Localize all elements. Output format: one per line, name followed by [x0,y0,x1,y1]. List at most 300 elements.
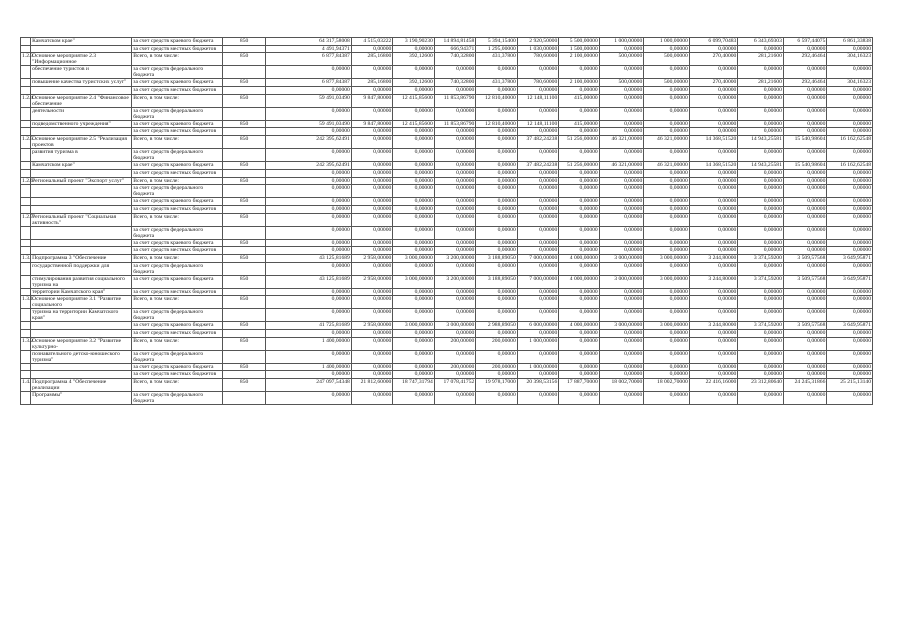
year-amount: 0,00000 [476,226,517,239]
year-amount: 16 162,62548 [827,162,873,170]
year-amount: 0,00000 [738,392,784,405]
measure-name [31,322,132,330]
year-amount: 0,00000 [827,363,873,371]
year-amount: 0,00000 [644,247,690,255]
year-amount: 0,00000 [434,330,475,338]
table-row [21,247,873,255]
year-amount: 0,00000 [351,162,392,170]
year-amount: 0,00000 [689,198,738,206]
table-row [21,371,873,379]
year-amount: 0,00000 [689,392,738,405]
year-amount: 0,00000 [827,198,873,206]
year-amount: 0,00000 [351,350,392,363]
year-amount: 0,00000 [559,87,599,95]
year-amount: 0,00000 [434,296,475,309]
year-amount: 0,00000 [476,371,517,379]
year-amount: 0,00000 [434,162,475,170]
year-amount: 0,00000 [351,247,392,255]
year-amount: 0,00000 [827,128,873,136]
year-amount: 0,00000 [827,177,873,185]
year-amount: 0,00000 [476,205,517,213]
gr-code: 850 [223,337,265,350]
year-amount: 3 000,00000 [644,254,690,262]
year-amount: 0,00000 [434,66,475,79]
row-index [21,371,31,379]
year-amount: 0,00000 [599,309,644,322]
year-amount: 0,00000 [351,45,392,53]
gr-code: 850 [223,254,265,262]
measure-name: развития туризма в [31,149,132,162]
measure-name: Региональный проект "Социальная активность" [31,213,132,226]
year-amount: 281,21600 [738,79,784,87]
year-amount: 392,12600 [393,53,434,66]
year-amount: 0,00000 [599,149,644,162]
year-amount: 0,00000 [559,177,599,185]
gr-code [223,288,265,296]
year-amount: 0,00000 [689,371,738,379]
funding-source: за счет средств федерального бюджета [132,185,223,198]
year-amount: 740,32800 [434,53,475,66]
year-amount: 51 256,00000 [559,162,599,170]
gr-code: 850 [223,239,265,247]
year-amount: 285,16800 [351,79,392,87]
year-amount: 0,00000 [738,247,784,255]
table-row [21,107,873,120]
year-amount: 6 597,44075 [783,38,827,46]
year-amount: 0,00000 [559,185,599,198]
year-amount: 0,00000 [393,169,434,177]
total-amount: 0,00000 [265,262,351,275]
year-amount: 22 416,16000 [689,379,738,392]
year-amount: 21 812,60000 [351,379,392,392]
funding-source: Всего, в том числе: [132,379,223,392]
year-amount: 500,00000 [644,79,690,87]
year-amount: 0,00000 [689,262,738,275]
year-amount: 0,00000 [689,94,738,107]
table-row [21,177,873,185]
year-amount: 0,00000 [393,363,434,371]
gr-code [223,169,265,177]
year-amount: 0,00000 [559,226,599,239]
measure-name: обеспечение туристов и [31,66,132,79]
year-amount: 12 148,11100 [517,120,558,128]
year-amount: 0,00000 [476,239,517,247]
gr-code [223,262,265,275]
gr-code: 850 [223,198,265,206]
year-amount: 0,00000 [434,262,475,275]
row-index [21,162,31,170]
year-amount: 0,00000 [644,45,690,53]
year-amount: 0,00000 [434,169,475,177]
funding-source: за счет средств краевого бюджета [132,162,223,170]
row-index: 1.4. [21,379,31,392]
total-amount: 242 395,62491 [265,136,351,149]
year-amount: 0,00000 [393,309,434,322]
year-amount: 0,00000 [559,205,599,213]
year-amount: 7 000,00000 [517,275,558,288]
year-amount: 0,00000 [783,247,827,255]
gr-code [223,350,265,363]
row-index: 1.2.5. [21,136,31,149]
year-amount: 0,00000 [559,198,599,206]
table-row [21,309,873,322]
table-row [21,379,873,392]
total-amount: 0,00000 [265,371,351,379]
row-index [21,309,31,322]
year-amount: 0,00000 [827,87,873,95]
total-amount: 0,00000 [265,247,351,255]
year-amount: 0,00000 [393,136,434,149]
row-index [21,45,31,53]
year-amount: 3 244,80000 [689,275,738,288]
row-index [21,185,31,198]
year-amount: 0,00000 [559,392,599,405]
table-row [21,239,873,247]
measure-name: Камчатском крае" [31,162,132,170]
year-amount: 0,00000 [559,371,599,379]
gr-code [223,392,265,405]
year-amount: 0,00000 [644,288,690,296]
year-amount: 0,00000 [517,107,558,120]
table-row [21,38,873,46]
table-row [21,128,873,136]
table-row [21,169,873,177]
year-amount: 3 190,90230 [393,38,434,46]
year-amount: 3 000,00000 [393,275,434,288]
year-amount: 0,00000 [827,330,873,338]
measure-name: повышение качества туристских услуг" [31,79,132,87]
year-amount: 3 188,89050 [476,254,517,262]
year-amount: 0,00000 [599,247,644,255]
gr-code: 850 [223,79,265,87]
year-amount: 0,00000 [783,296,827,309]
row-index: 1.2.7. [21,213,31,226]
year-amount: 0,00000 [434,247,475,255]
year-amount: 0,00000 [559,128,599,136]
year-amount: 0,00000 [738,128,784,136]
year-amount: 0,00000 [476,66,517,79]
year-amount: 0,00000 [434,107,475,120]
year-amount: 0,00000 [644,350,690,363]
funding-source: за счет средств местных бюджетов [132,128,223,136]
row-index [21,79,31,87]
year-amount: 0,00000 [644,371,690,379]
year-amount: 9 847,80000 [351,94,392,107]
year-amount: 0,00000 [599,392,644,405]
year-amount: 0,00000 [599,107,644,120]
year-amount: 3 649,95871 [827,275,873,288]
total-amount: 41 725,81689 [265,322,351,330]
row-index [21,226,31,239]
measure-name: познавательного детско-юношеского туризма" [31,350,132,363]
funding-source: за счет средств федерального бюджета [132,350,223,363]
year-amount: 0,00000 [738,107,784,120]
year-amount: 0,00000 [644,87,690,95]
year-amount: 17 887,70000 [559,379,599,392]
year-amount: 46 321,00000 [644,162,690,170]
total-amount: 0,00000 [265,205,351,213]
funding-source: за счет средств местных бюджетов [132,371,223,379]
year-amount: 0,00000 [689,169,738,177]
year-amount: 0,00000 [476,162,517,170]
year-amount: 780,60000 [517,53,558,66]
year-amount: 0,00000 [644,66,690,79]
year-amount: 0,00000 [599,87,644,95]
year-amount: 0,00000 [738,94,784,107]
funding-source: за счет средств краевого бюджета [132,322,223,330]
table-row [21,94,873,107]
table-row [21,45,873,53]
funding-source: за счет средств федерального бюджета [132,226,223,239]
total-amount: 0,00000 [265,185,351,198]
year-amount: 0,00000 [351,371,392,379]
year-amount: 304,16323 [827,53,873,66]
year-amount: 0,00000 [351,169,392,177]
total-amount: 6 877,84387 [265,53,351,66]
year-amount: 0,00000 [351,198,392,206]
year-amount: 0,00000 [783,239,827,247]
funding-source: Всего, в том числе: [132,337,223,350]
year-amount: 2 958,00000 [351,254,392,262]
measure-name: стимулирования развития социального туризма на [31,275,132,288]
total-amount: 0,00000 [265,128,351,136]
year-amount: 0,00000 [644,213,690,226]
year-amount: 0,00000 [644,392,690,405]
measure-name [31,330,132,338]
year-amount: 51 256,00000 [559,136,599,149]
year-amount: 0,00000 [517,169,558,177]
year-amount: 0,00000 [393,128,434,136]
year-amount: 200,00000 [434,337,475,350]
year-amount: 0,00000 [351,87,392,95]
row-index [21,38,31,46]
year-amount: 0,00000 [476,247,517,255]
year-amount: 46 321,00000 [599,162,644,170]
year-amount: 0,00000 [559,309,599,322]
year-amount: 0,00000 [827,107,873,120]
gr-code [223,247,265,255]
year-amount: 15 540,98604 [783,136,827,149]
year-amount: 0,00000 [351,213,392,226]
year-amount: 0,00000 [599,330,644,338]
total-amount: 0,00000 [265,213,351,226]
total-amount: 0,00000 [265,149,351,162]
funding-source: за счет средств федерального бюджета [132,262,223,275]
year-amount: 0,00000 [738,371,784,379]
year-amount: 0,00000 [517,239,558,247]
table-row [21,87,873,95]
year-amount: 0,00000 [517,350,558,363]
year-amount: 0,00000 [738,120,784,128]
year-amount: 46 321,00000 [644,136,690,149]
row-index [21,288,31,296]
measure-name [31,169,132,177]
year-amount: 4 515,03222 [351,38,392,46]
measure-name: территории Камчатского края" [31,288,132,296]
year-amount: 0,00000 [689,120,738,128]
year-amount: 0,00000 [517,205,558,213]
year-amount: 12 810,40000 [476,94,517,107]
year-amount: 1 000,00000 [517,337,558,350]
total-amount: 1 400,00000 [265,363,351,371]
year-amount: 0,00000 [827,247,873,255]
year-amount: 0,00000 [393,45,434,53]
year-amount: 0,00000 [393,87,434,95]
year-amount: 0,00000 [393,337,434,350]
year-amount: 0,00000 [351,337,392,350]
year-amount: 0,00000 [738,149,784,162]
year-amount: 4 000,00000 [559,275,599,288]
table-row [21,392,873,405]
gr-code [223,371,265,379]
funding-source: за счет средств местных бюджетов [132,330,223,338]
year-amount: 0,00000 [351,363,392,371]
year-amount: 0,00000 [434,226,475,239]
year-amount: 0,00000 [827,149,873,162]
year-amount: 0,00000 [783,66,827,79]
year-amount: 0,00000 [738,45,784,53]
year-amount: 0,00000 [599,226,644,239]
year-amount: 0,00000 [783,177,827,185]
table-row [21,149,873,162]
year-amount: 0,00000 [599,213,644,226]
total-amount: 6 877,84387 [265,79,351,87]
total-amount: 43 125,81689 [265,275,351,288]
year-amount: 0,00000 [738,296,784,309]
year-amount: 0,00000 [599,169,644,177]
year-amount: 3 509,57568 [783,275,827,288]
year-amount: 666,94371 [434,45,475,53]
year-amount: 0,00000 [644,198,690,206]
gr-code: 850 [223,136,265,149]
total-amount: 0,00000 [265,239,351,247]
year-amount: 0,00000 [738,288,784,296]
table-row [21,337,873,350]
table-row [21,275,873,288]
table-row [21,288,873,296]
gr-code [223,107,265,120]
year-amount: 0,00000 [434,350,475,363]
year-amount: 0,00000 [434,213,475,226]
funding-source: за счет средств местных бюджетов [132,247,223,255]
table-row [21,136,873,149]
year-amount: 6 000,00000 [517,322,558,330]
year-amount: 0,00000 [351,66,392,79]
gr-code: 850 [223,177,265,185]
year-amount: 3 374,59200 [738,322,784,330]
year-amount: 0,00000 [599,371,644,379]
year-amount: 4 000,00000 [559,322,599,330]
year-amount: 0,00000 [393,350,434,363]
year-amount: 0,00000 [434,288,475,296]
gr-code: 850 [223,296,265,309]
gr-code [223,128,265,136]
year-amount: 431,37800 [476,79,517,87]
year-amount: 0,00000 [351,185,392,198]
year-amount: 3 000,00000 [434,322,475,330]
year-amount: 0,00000 [689,45,738,53]
year-amount: 0,00000 [783,94,827,107]
year-amount: 0,00000 [644,309,690,322]
year-amount: 0,00000 [783,262,827,275]
row-index [21,350,31,363]
table-row [21,120,873,128]
measure-name [31,87,132,95]
year-amount: 1 030,00000 [517,45,558,53]
year-amount: 0,00000 [476,128,517,136]
funding-source: Всего, в том числе: [132,177,223,185]
year-amount: 0,00000 [393,330,434,338]
year-amount: 0,00000 [393,226,434,239]
year-amount: 3 000,00000 [599,322,644,330]
year-amount: 0,00000 [783,363,827,371]
year-amount: 12 415,85600 [393,94,434,107]
year-amount: 0,00000 [738,66,784,79]
year-amount: 500,00000 [599,79,644,87]
year-amount: 0,00000 [599,288,644,296]
table-row [21,350,873,363]
year-amount: 0,00000 [738,262,784,275]
funding-source: Всего, в том числе: [132,136,223,149]
measure-name [31,247,132,255]
total-amount: 0,00000 [265,330,351,338]
funding-source: Всего, в том числе: [132,296,223,309]
measure-name: Подпрограмма 4 "Обеспечение реализации [31,379,132,392]
year-amount: 0,00000 [599,120,644,128]
measure-name: Основное мероприятие 2.3 "Информационное [31,53,132,66]
year-amount: 0,00000 [783,149,827,162]
year-amount: 3 200,00000 [434,254,475,262]
year-amount: 0,00000 [644,337,690,350]
table-row [21,79,873,87]
year-amount: 0,00000 [689,87,738,95]
row-index [21,239,31,247]
year-amount: 0,00000 [827,169,873,177]
year-amount: 37 482,24238 [517,136,558,149]
year-amount: 0,00000 [783,205,827,213]
year-amount: 11 853,86790 [434,120,475,128]
measure-name: Программы" [31,392,132,405]
gr-code: 850 [223,162,265,170]
year-amount: 0,00000 [689,107,738,120]
year-amount: 3 374,59200 [738,254,784,262]
year-amount: 18 002,70000 [599,379,644,392]
table-row [21,262,873,275]
year-amount: 0,00000 [644,169,690,177]
year-amount: 0,00000 [351,392,392,405]
row-index [21,247,31,255]
year-amount: 0,00000 [644,330,690,338]
year-amount: 9 847,80000 [351,120,392,128]
year-amount: 1 295,00000 [476,45,517,53]
year-amount: 0,00000 [827,226,873,239]
gr-code [223,149,265,162]
total-amount: 0,00000 [265,66,351,79]
year-amount: 0,00000 [517,371,558,379]
year-amount: 0,00000 [644,239,690,247]
measure-name [31,371,132,379]
table-row [21,53,873,66]
measure-name [31,198,132,206]
year-amount: 1 000,00000 [644,38,690,46]
year-amount: 0,00000 [517,330,558,338]
total-amount: 0,00000 [265,198,351,206]
year-amount: 0,00000 [783,198,827,206]
year-amount: 17 078,41752 [434,379,475,392]
row-index [21,128,31,136]
year-amount: 14 943,25581 [738,136,784,149]
year-amount: 0,00000 [351,136,392,149]
